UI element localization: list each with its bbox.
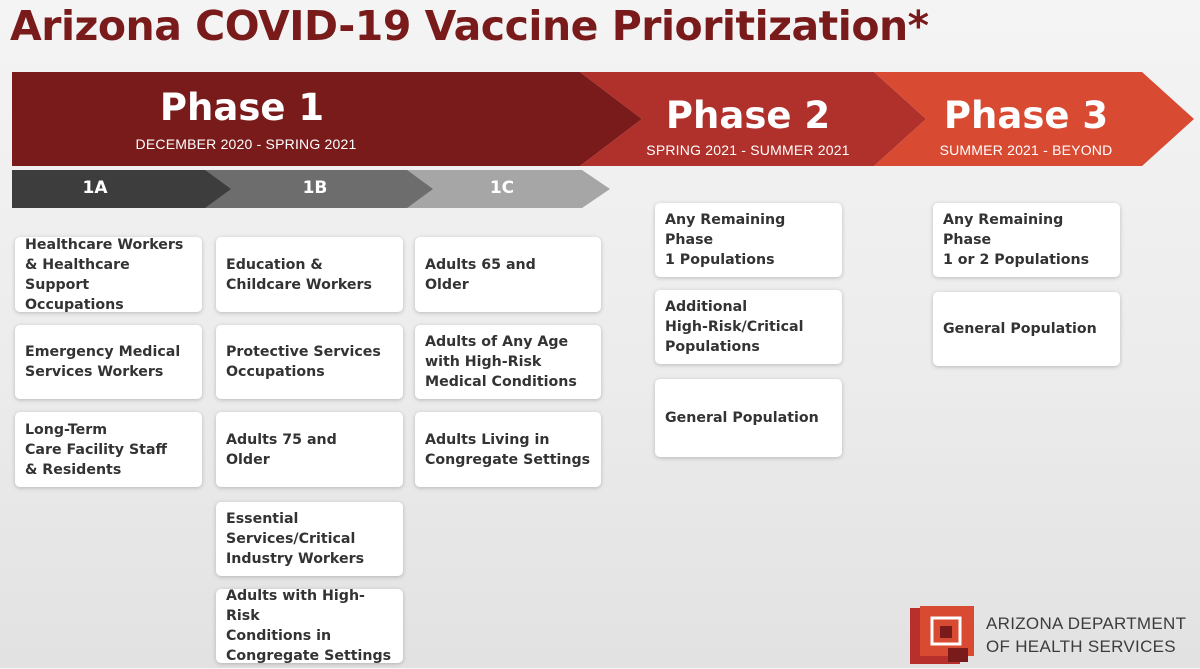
group-card-1b-4 [216,502,403,576]
group-label: Additional High-Risk/Critical Populations [665,299,804,355]
page-title: Arizona COVID-19 Vaccine Prioritization* [10,2,929,50]
subphase-1c-banner [407,170,610,208]
group-label: General Population [943,321,1097,337]
phase-1-dates: DECEMBER 2020 - SPRING 2021 [135,136,357,152]
subphase-1b-banner [205,170,438,208]
group-label: Any Remaining Phase 1 or 2 Populations [943,212,1090,268]
phase-3-banner [874,72,1194,166]
adhs-logo-icon [910,606,974,664]
phase-2-dates: SPRING 2021 - SUMMER 2021 [646,142,850,158]
group-card-1a-2 [15,325,202,399]
group-label: Adults Living in Congregate Settings [425,431,591,468]
group-label: Adults 65 and Older [425,256,536,293]
group-label: Adults with High-Risk Conditions in Congregate Settings [226,588,392,664]
phase-1-banner [12,72,642,166]
group-card-p3-2 [933,292,1120,366]
group-label: Adults 75 and Older [226,431,337,468]
group-card-1a-1 [15,237,202,312]
phase-3-dates: SUMMER 2021 - BEYOND [939,142,1113,158]
group-card-p2-2 [655,290,842,364]
group-card-1b-2 [216,325,403,399]
group-label: Adults of Any Age with High-Risk Medical Conditions [425,334,577,390]
group-card-p3-1 [933,203,1120,277]
group-card-1c-2 [415,325,601,399]
group-card-1b-5 [216,589,403,663]
phase-3-name: Phase 3 [943,94,1109,137]
subphase-1c-label: 1C [489,178,515,198]
group-label: Emergency Medical Services Workers [25,344,181,380]
group-card-1a-3 [15,412,202,487]
subphase-1b-label: 1B [302,178,328,198]
group-label: Long-Term Care Facility Staff & Residents [25,421,168,478]
group-card-1c-3 [415,412,601,487]
group-label: Education & Childcare Workers [226,256,372,293]
phase-1-name: Phase 1 [159,86,325,129]
group-label: General Population [665,410,819,426]
group-label: Essential Services/Critical Industry Workers [226,511,365,567]
group-label: Healthcare Workers & Healthcare Support Occupations [25,236,184,313]
group-card-p2-3 [655,379,842,457]
group-label: Any Remaining Phase 1 Populations [665,212,786,268]
group-label: Protective Services Occupations [226,344,381,380]
group-card-1c-1 [415,237,601,312]
phase-2-name: Phase 2 [665,94,831,137]
subphase-1a-label: 1A [82,178,108,198]
group-card-p2-1 [655,203,842,277]
logo-text: ARIZONA DEPARTMENT OF HEALTH SERVICES [986,614,1187,656]
group-card-1b-3 [216,412,403,487]
group-card-1b-1 [216,237,403,312]
